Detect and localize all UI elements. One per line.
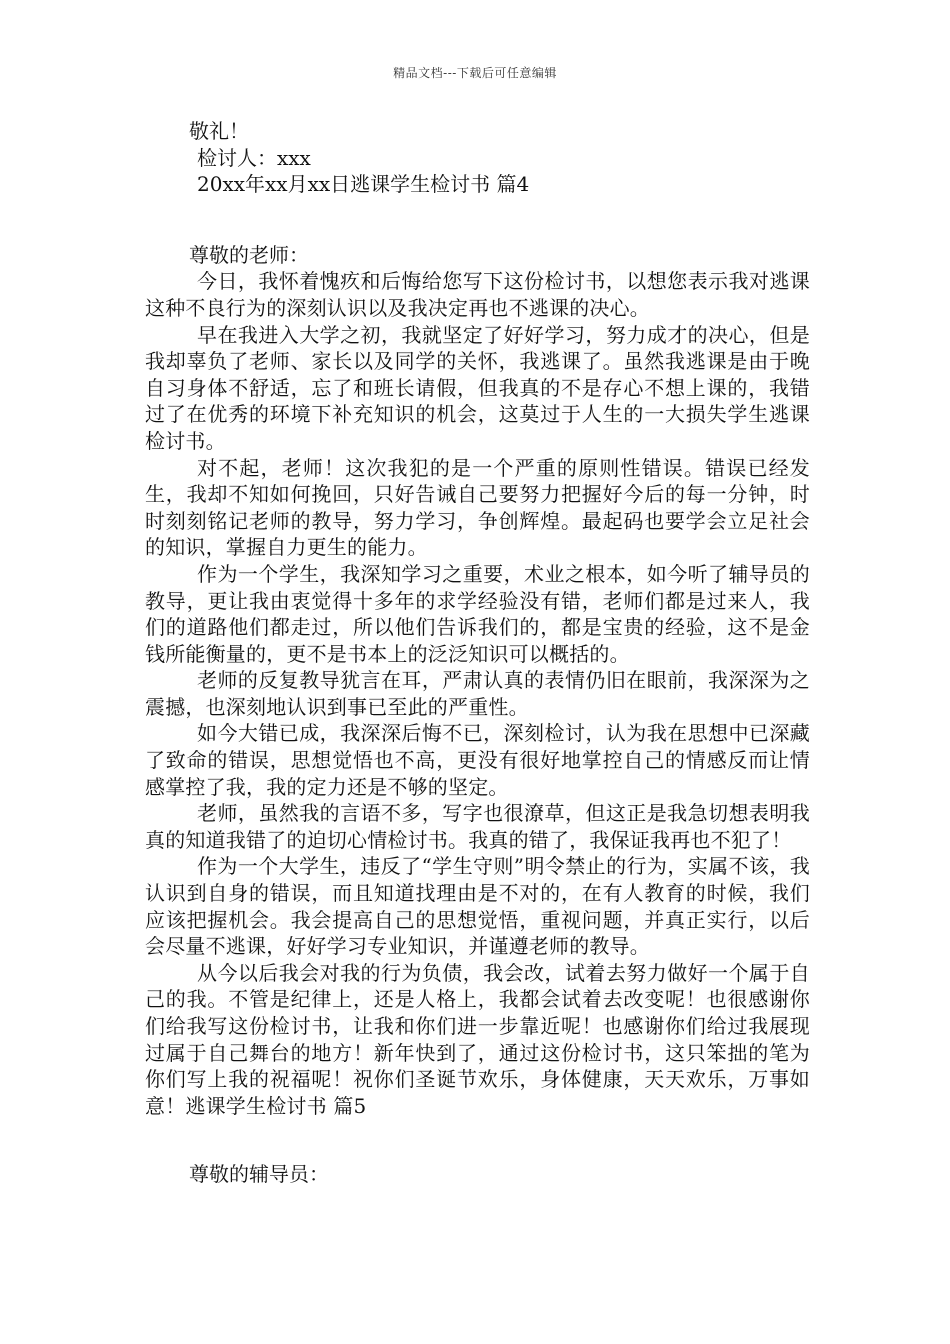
letter5-greeting: 尊敬的辅导员： — [189, 1162, 329, 1187]
letter4-paragraph-9: 从今以后我会对我的行为负债，我会改，试着去努力做好一个属于自己的我。不管是纪律上，还是人格上，我都会试着去改变呢！也很感谢你们给我写这份检讨书，让我和你们进一步靠近呢！也感谢你们给过我展现过属于自己舞台的地方！新年快到了，通过这份检讨书，这只笨拙的笔为你们写上我的祝福呢！祝你们圣诞节欢乐，身体健康，天天欢乐，万事如意！逃课学生检讨书 篇5 — [145, 960, 810, 1118]
closing-author: 检讨人：xxx — [197, 145, 311, 170]
spacer — [145, 198, 810, 242]
letter4-paragraph-7: 老师，虽然我的言语不多，写字也很潦草，但这正是我急切想表明我真的知道我错了的迫切心情检讨书。我真的错了，我保证我再也不犯了！ — [145, 801, 810, 852]
letter4-paragraph-3: 对不起，老师！这次我犯的是一个严重的原则性错误。错误已经发生，我却不知如何挽回，只好告诫自己要努力把握好今后的每一分钟，时时刻刻铭记老师的教导，努力学习，争创辉煌。最起码也要学会立足社会的知识，掌握自力更生的能力。 — [145, 455, 810, 560]
document-body — [145, 118, 810, 1188]
letter4-paragraph-5: 老师的反复教导犹言在耳，严肃认真的表情仍旧在眼前，我深深为之震撼，也深刻地认识到事已至此的严重性。 — [145, 668, 810, 719]
spacer — [145, 1119, 810, 1161]
letter4-paragraph-2: 早在我进入大学之初，我就坚定了好好学习，努力成才的决心，但是我却辜负了老师、家长以及同学的关怀，我逃课了。虽然我逃课是由于晚自习身体不舒适，忘了和班长请假，但我真的不是存心不想上课的，我错过了在优秀的环境下补充知识的机会，这莫过于人生的一大损失学生逃课检讨书。 — [145, 322, 810, 453]
letter4-paragraph-4: 作为一个学生，我深知学习之重要，术业之根本，如今听了辅导员的教导，更让我由衷觉得十多年的求学经验没有错，老师们都是过来人，我们的道路他们都走过，所以他们告诉我们的，都是宝贵的经验，这不是金钱所能衡量的，更不是书本上的泛泛知识可以概括的。 — [145, 561, 810, 666]
letter4-greeting: 尊敬的老师： — [189, 242, 309, 267]
letter4-paragraph-6: 如今大错已成，我深深后悔不已，深刻检讨，认为我在思想中已深藏了致命的错误，思想觉悟也不高，更没有很好地掌控自己的情感反而让情感掌控了我，我的定力还是不够的坚定。 — [145, 721, 810, 799]
page-header: 精品文档---下载后可任意编辑 — [393, 66, 557, 80]
section-title-4: 20xx年xx月xx日逃课学生检讨书 篇4 — [197, 172, 530, 197]
letter4-paragraph-8: 作为一个大学生，违反了“学生守则”明令禁止的行为，实属不该，我认识到自身的错误，而且知道找理由是不对的，在有人教育的时候，我们应该把握机会。我会提高自己的思想觉悟，重视问题，并真正实行，以后会尽量不逃课，好好学习专业知识，并谨遵老师的教导。 — [145, 854, 810, 959]
letter4-paragraph-1: 今日，我怀着愧疚和后悔给您写下这份检讨书，以想您表示我对逃课这种不良行为的深刻认识以及我决定再也不逃课的决心。 — [145, 269, 810, 320]
closing-salute: 敬礼！ — [189, 119, 249, 143]
